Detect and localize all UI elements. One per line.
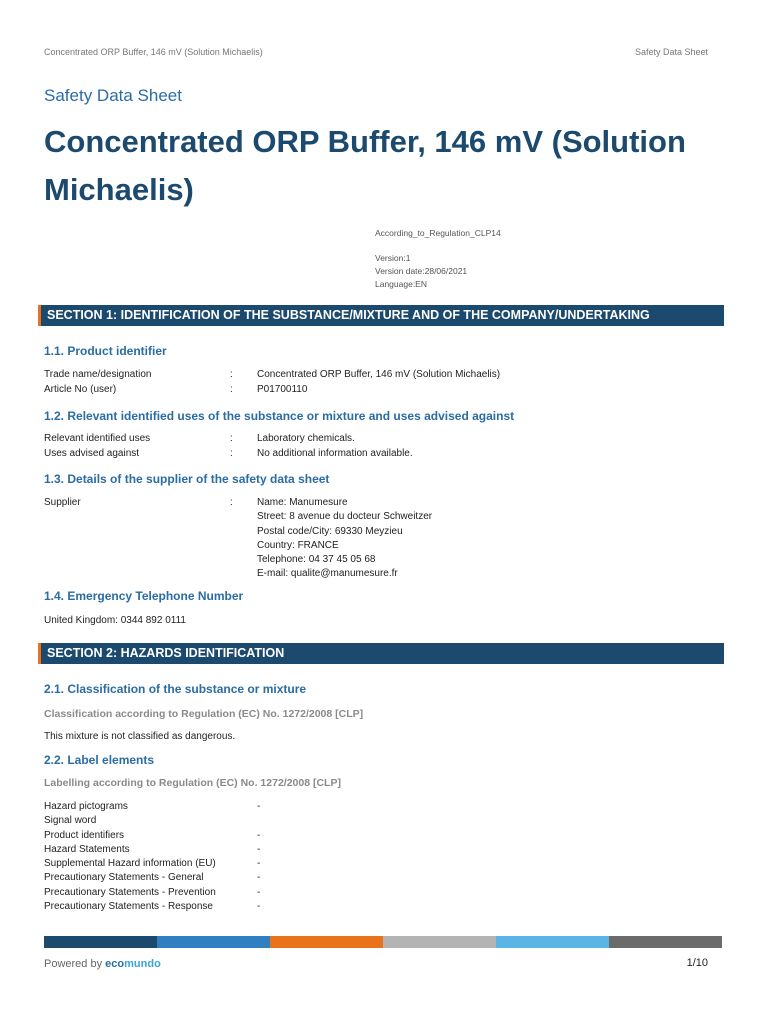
supplier-street: Street: 8 avenue du docteur Schweitzer	[257, 511, 433, 523]
logo-part-eco: eco	[105, 958, 125, 970]
classification-text: This mixture is not classified as dangerous.	[44, 731, 236, 742]
kv-separator: :	[230, 497, 233, 508]
powered-by-label: Powered by	[44, 958, 103, 970]
label-key: Precautionary Statements - Prevention	[44, 886, 216, 898]
footer-color-bar	[44, 936, 722, 948]
label-key: Precautionary Statements - Response	[44, 901, 213, 913]
section-1-header: SECTION 1: IDENTIFICATION OF THE SUBSTANCE/MIXTURE AND OF THE COMPANY/UNDERTAKING	[38, 305, 724, 326]
footer-bar-segment	[496, 936, 609, 948]
kv-key: Relevant identified uses	[44, 433, 151, 444]
label-value: -	[257, 901, 261, 913]
version-date: Version date:28/06/2021	[375, 266, 468, 276]
footer-bar-segment	[609, 936, 722, 948]
logo-part-mundo: mundo	[124, 958, 161, 970]
ecomundo-logo	[105, 958, 161, 970]
label-key: Signal word	[44, 815, 97, 827]
subsection-1-3-title: 1.3. Details of the supplier of the safety data sheet	[44, 472, 330, 486]
document-meta	[375, 227, 501, 291]
label-value: -	[257, 829, 261, 841]
label-value: -	[257, 858, 261, 870]
page-number: 1/10	[686, 957, 708, 969]
supplier-name: Name: Manumesure	[257, 497, 348, 508]
footer-bar-segment	[270, 936, 383, 948]
kv-key: Uses advised against	[44, 447, 140, 459]
header-product-name: Concentrated ORP Buffer, 146 mV (Solution Michaelis)	[44, 47, 263, 57]
emergency-phone: United Kingdom: 0344 892 0111	[44, 615, 186, 626]
label-key: Supplemental Hazard information (EU)	[44, 858, 216, 870]
supplier-label: Supplier	[44, 497, 81, 508]
kv-value: Concentrated ORP Buffer, 146 mV (Solution Michaelis)	[257, 369, 501, 380]
subsection-2-1-title: 2.1. Classification of the substance or mixture	[44, 682, 307, 696]
kv-separator: :	[230, 383, 233, 395]
kv-value: No additional information available.	[257, 447, 413, 459]
supplier-details	[257, 496, 432, 582]
label-value: -	[257, 801, 261, 812]
supplier-postal-city: Postal code/City: 69330 Meyzieu	[257, 525, 403, 537]
supplier-telephone: Telephone: 04 37 45 05 68	[257, 554, 376, 566]
footer-bar-segment	[157, 936, 270, 948]
label-value: -	[257, 843, 261, 855]
subsection-1-1-title: 1.1. Product identifier	[44, 344, 167, 358]
footer-bar-segment	[383, 936, 496, 948]
kv-separator: :	[230, 369, 233, 380]
kv-value: P01700110	[257, 383, 308, 395]
kv-key: Trade name/designation	[44, 369, 152, 380]
kv-separator: :	[230, 433, 233, 444]
header-doc-type: Safety Data Sheet	[634, 47, 708, 57]
section-2-header: SECTION 2: HAZARDS IDENTIFICATION	[38, 643, 724, 664]
label-key: Hazard pictograms	[44, 801, 128, 812]
kv-key: Article No (user)	[44, 383, 117, 395]
powered-by	[44, 958, 161, 970]
subsection-1-2-title: 1.2. Relevant identified uses of the substance or mixture and uses advised against	[44, 409, 515, 423]
regulation-ref: According_to_Regulation_CLP14	[375, 228, 501, 238]
supplier-country: Country: FRANCE	[257, 539, 339, 551]
label-key: Precautionary Statements - General	[44, 872, 204, 884]
subsection-2-2-title: 2.2. Label elements	[44, 753, 155, 767]
version: Version:1	[375, 253, 411, 263]
kv-value: Laboratory chemicals.	[257, 433, 355, 444]
supplier-email: E-mail: qualite@manumesure.fr	[257, 568, 398, 580]
language: Language:EN	[375, 279, 427, 289]
page-title: Concentrated ORP Buffer, 146 mV (Solution Michaelis)	[44, 124, 686, 207]
subsection-1-4-title: 1.4. Emergency Telephone Number	[44, 589, 244, 603]
kv-separator: :	[230, 447, 233, 459]
footer-bar-segment	[44, 936, 157, 948]
classification-regulation: Classification according to Regulation (EC) No. 1272/2008 [CLP]	[44, 708, 364, 720]
label-key: Product identifiers	[44, 829, 125, 841]
labelling-regulation: Labelling according to Regulation (EC) No. 1272/2008 [CLP]	[44, 777, 341, 789]
label-value: -	[257, 886, 261, 898]
document-kind: Safety Data Sheet	[44, 86, 182, 105]
label-key: Hazard Statements	[44, 843, 130, 855]
label-value: -	[257, 872, 261, 884]
